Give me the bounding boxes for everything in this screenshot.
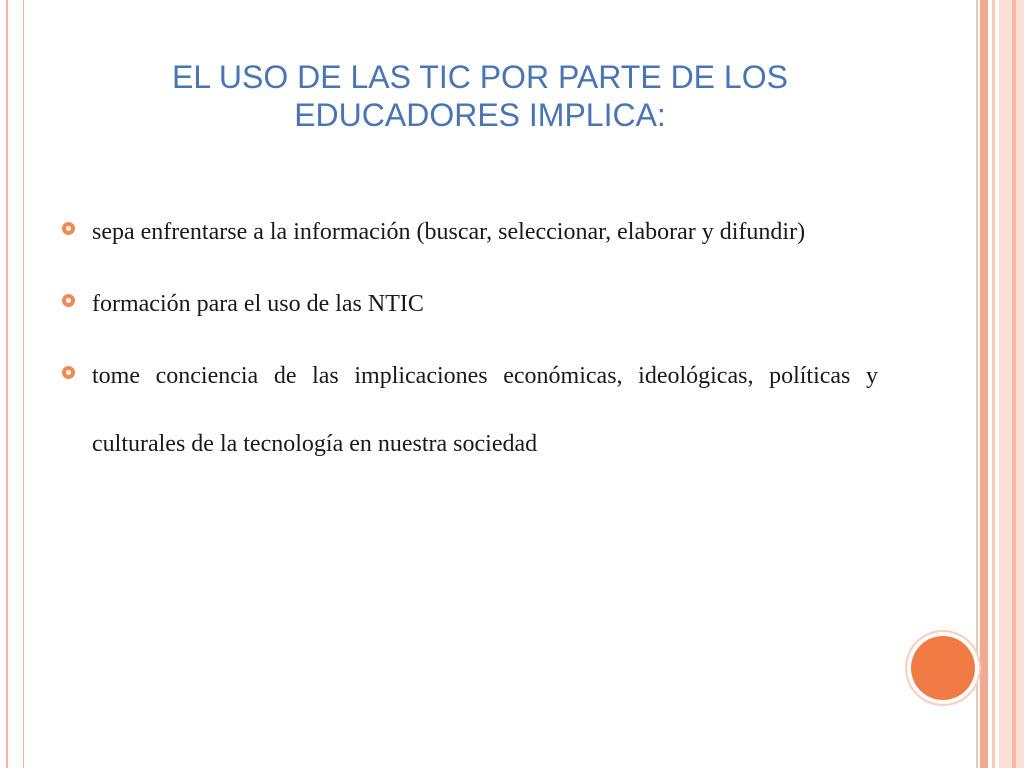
bullet-text: formación para el uso de las NTIC bbox=[92, 291, 424, 317]
list-item bbox=[62, 342, 878, 478]
slide-title-line-1: EL USO DE LAS TIC POR PARTE DE LOS bbox=[172, 59, 788, 95]
list-item bbox=[62, 270, 878, 338]
decorative-circle bbox=[911, 636, 975, 700]
decorative-line-right-2 bbox=[980, 0, 988, 768]
bullet-list bbox=[62, 198, 878, 478]
decorative-line-left-1 bbox=[6, 0, 8, 768]
bullet-text: sepa enfrentarse a la información (buscar, seleccionar, elaborar y difundir) bbox=[92, 219, 806, 245]
bullet-text: tome conciencia de las implicaciones económicas, ideológicas, políticas y culturales de la tecnología en nuestra sociedad bbox=[92, 363, 878, 457]
decorative-line-right-1 bbox=[976, 0, 978, 768]
bullet-icon bbox=[62, 222, 75, 235]
slide-title-line-2: EDUCADORES IMPLICA: bbox=[294, 97, 666, 133]
decorative-line-right-4 bbox=[1012, 0, 1016, 768]
bullet-icon bbox=[62, 294, 75, 307]
list-item bbox=[62, 198, 878, 266]
decorative-line-left-2 bbox=[23, 0, 24, 768]
slide-title bbox=[130, 58, 830, 134]
bullet-icon bbox=[62, 366, 75, 379]
decorative-line-right-3 bbox=[992, 0, 995, 768]
